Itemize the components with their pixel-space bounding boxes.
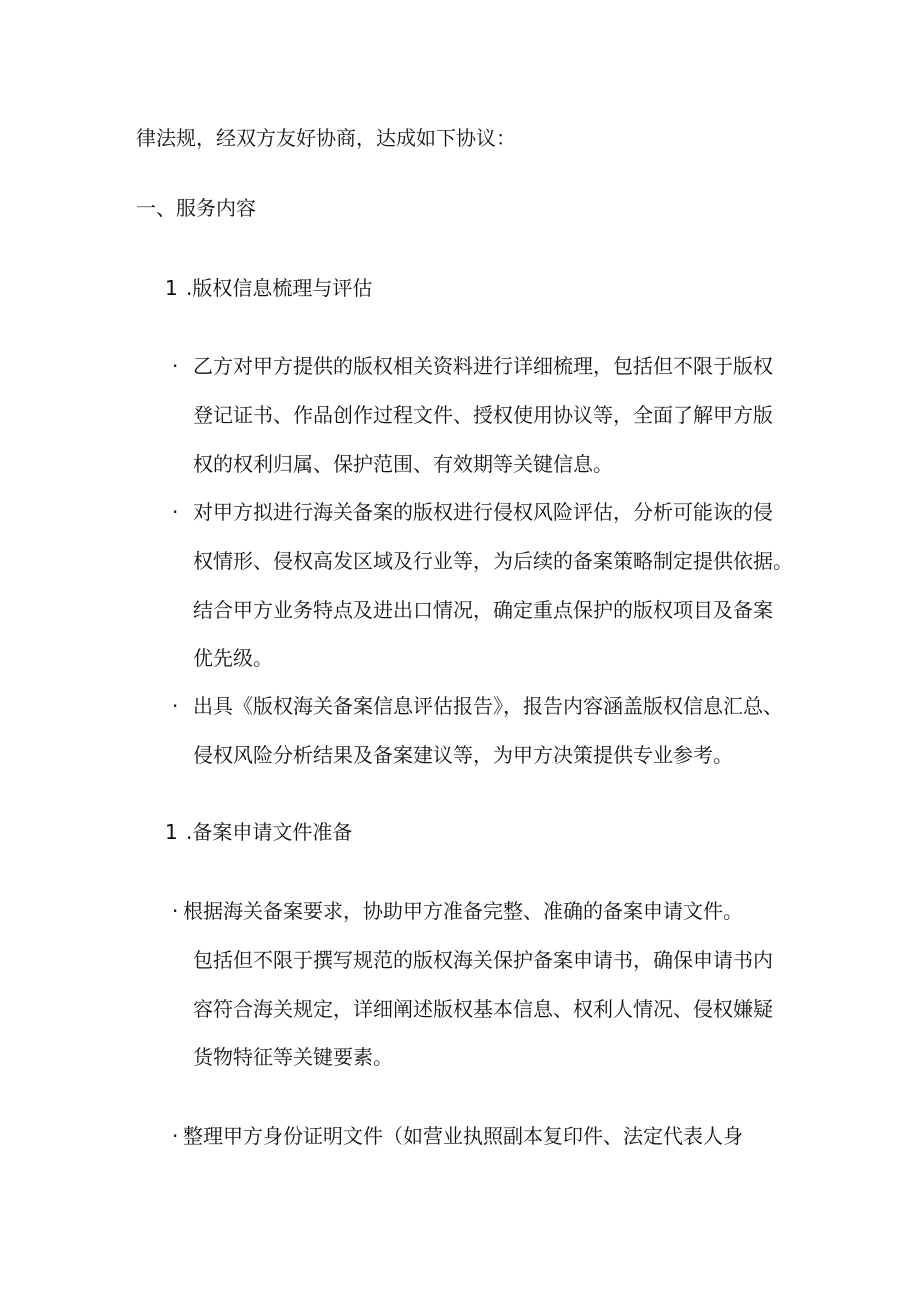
bullet-marker: · bbox=[172, 694, 179, 718]
bullet-text-line: 出具《版权海关备案信息评估报告》，报告内容涵盖版权信息汇总、 bbox=[193, 694, 783, 718]
bullet-text-line: 整理甲方身份证明文件（如营业执照副本复印件、法定代表人身 bbox=[183, 1124, 743, 1148]
bullet-text-line: 侵权风险分析结果及备案建议等，为甲方决策提供专业参考。 bbox=[193, 743, 733, 767]
item-title: .备案申请文件准备 bbox=[186, 820, 353, 844]
bullet-marker: · bbox=[172, 1124, 179, 1148]
bullet-text-line: 优先级。 bbox=[193, 646, 273, 670]
bullet-marker: · bbox=[172, 354, 179, 378]
section-heading: 一、服务内容 bbox=[136, 196, 256, 220]
item-number: 1 bbox=[165, 276, 178, 300]
bullet-text-line: 权情形、侵权高发区域及行业等，为后续的备案策略制定提供依据。 bbox=[193, 549, 793, 573]
item-number: 1 bbox=[165, 820, 178, 844]
bullet-text-line: 对甲方拟进行海关备案的版权进行侵权风险评估，分析可能诙的侵 bbox=[193, 500, 773, 524]
intro-text: 律法规，经双方友好协商，达成如下协议： bbox=[136, 126, 516, 150]
bullet-text-line: 登记证书、作品创作过程文件、授权使用协议等，全面了解甲方版 bbox=[193, 403, 773, 427]
bullet-text-line: 权的权利归属、保护范围、有效期等关键信息。 bbox=[193, 452, 613, 476]
bullet-marker: · bbox=[172, 899, 179, 923]
bullet-text-line: 根据海关备案要求，协助甲方准备完整、准确的备案申请文件。 bbox=[183, 899, 743, 923]
bullet-marker: · bbox=[172, 500, 179, 524]
bullet-text-line: 包括但不限于撰写规范的版权海关保护备案申请书，确保申请书内 bbox=[193, 948, 773, 972]
bullet-text-line: 乙方对甲方提供的版权相关资料进行详细梳理，包括但不限于版权 bbox=[193, 354, 773, 378]
bullet-text-line: 货物特征等关键要素。 bbox=[193, 1045, 393, 1069]
item-title: .版权信息梳理与评估 bbox=[186, 276, 373, 300]
bullet-text-line: 结合甲方业务特点及进出口情况，确定重点保护的版权项目及备案 bbox=[193, 598, 773, 622]
bullet-text-line: 容符合海关规定，详细阐述版权基本信息、权利人情况、侵权嫌疑 bbox=[193, 997, 773, 1021]
